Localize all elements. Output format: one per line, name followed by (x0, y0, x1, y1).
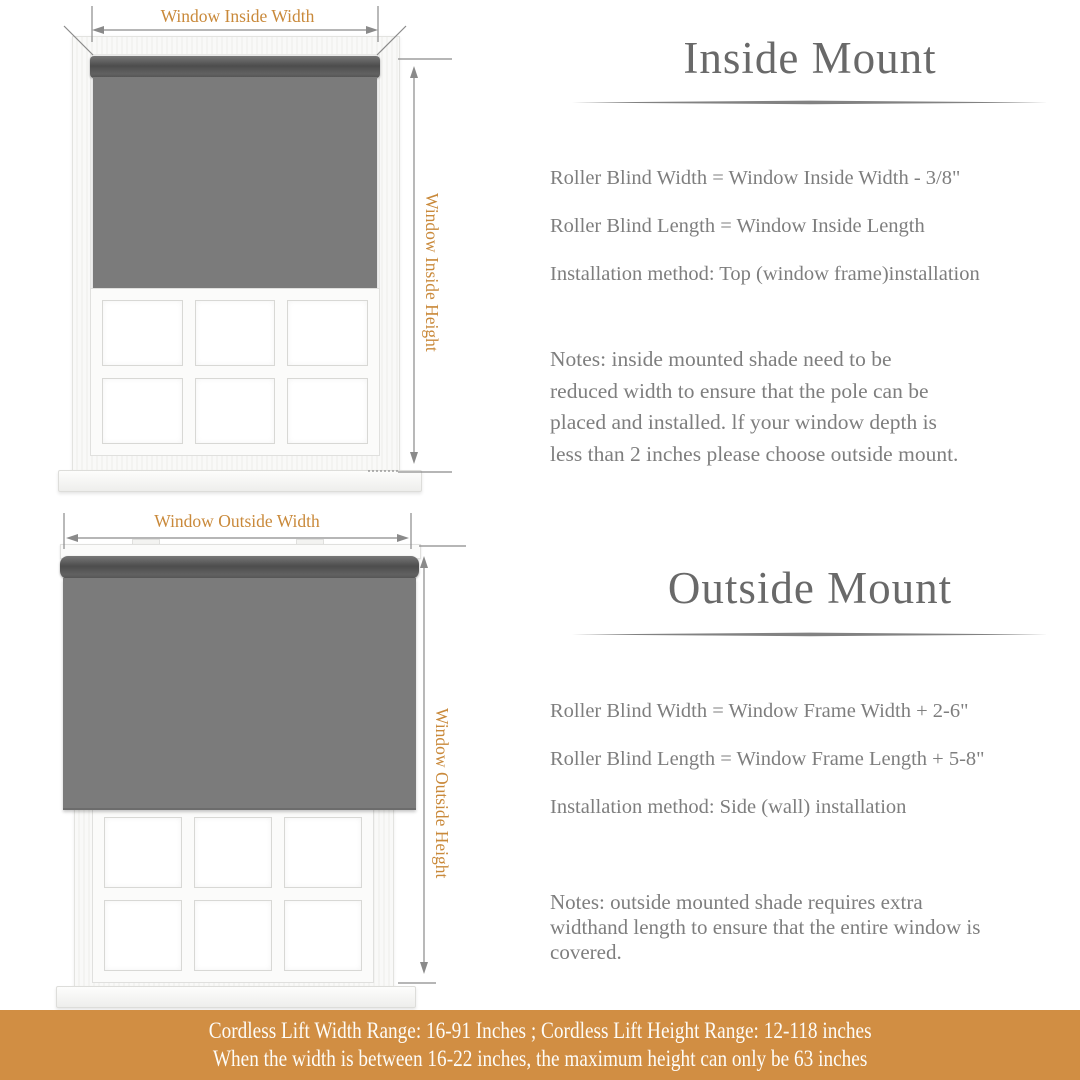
roller-tube (60, 556, 419, 579)
window-pane (284, 817, 362, 888)
window-pane (287, 378, 368, 444)
outside-mount-section (540, 540, 1080, 1010)
notes-line: widthand length to ensure that the entire window is (550, 915, 981, 939)
window-pane (194, 900, 272, 971)
window-sill (56, 986, 416, 1008)
roller-shade (63, 578, 416, 810)
rule-installation: Installation method: Side (wall) installation (550, 796, 907, 818)
outside-mount-notes (550, 890, 1060, 965)
notes-line: covered. (550, 940, 622, 964)
rule-length: Roller Blind Length = Window Frame Length + 5-8" (550, 748, 985, 770)
inside-mount-notes (550, 344, 1060, 470)
window-pane (195, 300, 276, 366)
outside-mount-title: Outside Mount (667, 563, 953, 613)
window-pane (104, 900, 182, 971)
size-range-banner (0, 1010, 1080, 1080)
window-pane (102, 378, 183, 444)
outside-width-label: Window Outside Width (154, 511, 320, 531)
rule-length: Roller Blind Length = Window Inside Length (550, 215, 925, 237)
banner-line-2: When the width is between 16-22 inches, the maximum height can only be 63 inches (212, 1045, 868, 1072)
window-pane (195, 378, 276, 444)
window-pane (104, 817, 182, 888)
inside-height-label: Window Inside Height (422, 192, 442, 352)
window-pane (194, 817, 272, 888)
banner-line-1: Cordless Lift Width Range: 16-91 Inches ; Cordless Lift Height Range: 12-118 inches (208, 1017, 872, 1044)
inside-mount-section (540, 0, 1080, 505)
outside-height-label: Window Outside Height (432, 707, 452, 879)
outside-mount-diagram (0, 505, 540, 1010)
window-sash (90, 288, 380, 456)
notes-line: reduced width to ensure that the pole can be (550, 378, 929, 403)
window-pane (102, 300, 183, 366)
notes-line: Notes: outside mounted shade requires extra (550, 890, 923, 914)
notes-line: less than 2 inches please choose outside mount. (550, 441, 959, 466)
rule-width: Roller Blind Width = Window Inside Width - 3/8" (550, 167, 961, 189)
inside-mount-title: Inside Mount (683, 33, 937, 83)
rule-installation: Installation method: Top (window frame)installation (550, 263, 980, 285)
window-pane (287, 300, 368, 366)
window-sill (58, 470, 422, 492)
window-pane (284, 900, 362, 971)
notes-line: placed and installed. lf your window depth is (550, 410, 937, 434)
section-divider (572, 632, 1048, 637)
roller-tube (90, 56, 380, 78)
section-divider (572, 100, 1048, 105)
roller-shade (93, 77, 377, 290)
rule-width: Roller Blind Width = Window Frame Width + 2-6" (550, 700, 969, 722)
window-sash (92, 805, 374, 983)
notes-line: Notes: inside mounted shade need to be (550, 347, 892, 371)
inside-mount-diagram (0, 0, 540, 505)
inside-width-label: Window Inside Width (160, 6, 315, 26)
